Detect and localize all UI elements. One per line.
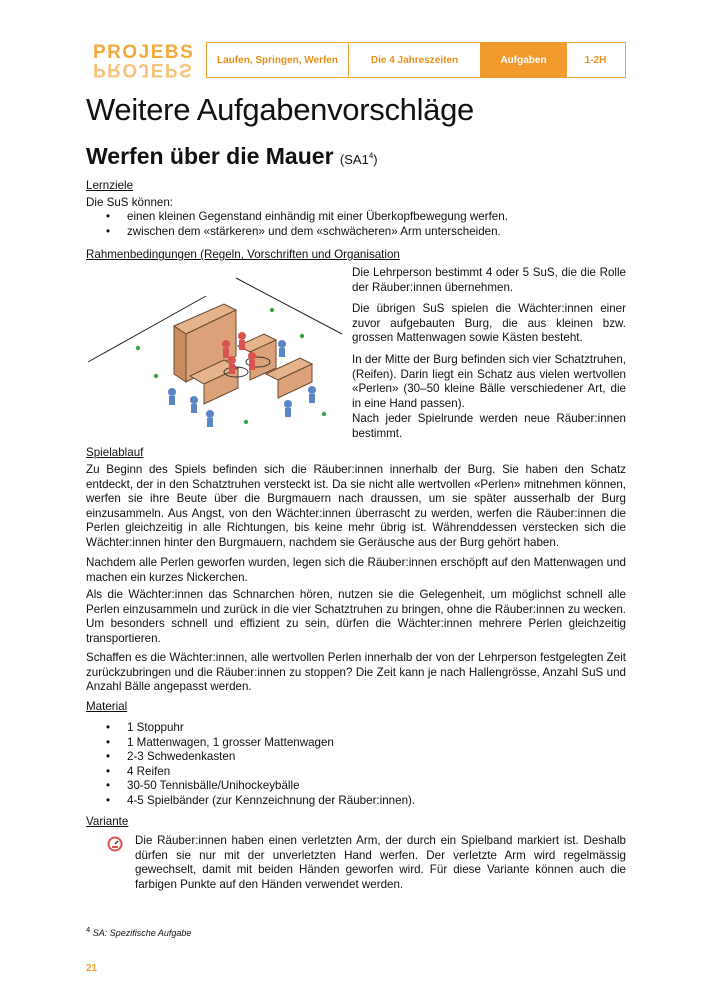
lernziele-list bbox=[86, 210, 626, 239]
variante-heading: Variante bbox=[86, 815, 129, 828]
logo-text-bottom: PROJEPS bbox=[93, 59, 194, 80]
list-item: • 4 Reifen bbox=[86, 765, 626, 780]
rahmen-heading: Rahmenbedingungen (Regeln, Vorschriften und Organisation bbox=[86, 248, 400, 261]
spielablauf-paragraph: Nachdem alle Perlen geworfen wurden, legen sich die Räuber:innen erschöpft auf den Mattenwagen und machen ein kurzes Nickerchen. bbox=[86, 556, 626, 584]
list-item: • 1 Mattenwagen, 1 grosser Mattenwagen bbox=[86, 736, 626, 751]
list-item: • 4-5 Spielbänder (zur Kennzeichnung der Räuber:innen). bbox=[86, 794, 626, 809]
variante-text: Die Räuber:innen haben einen verletzten Arm, der durch ein Spielband markiert ist. Deshalb dürfen sie nur mit der unverletzten Hand werfen. Der verletzte Arm wird regelmässig gewechselt, damit mit beiden Händen geworfen wird. Für diese Variante können auch die farbigen Punkte auf den Händen verwendet werden. bbox=[135, 834, 626, 891]
spielablauf-heading: Spielablauf bbox=[86, 446, 144, 459]
breadcrumb-nav bbox=[206, 42, 626, 78]
castle-game-illustration bbox=[86, 264, 344, 442]
spielablauf-paragraph: Als die Wächter:innen das Schnarchen hören, nutzen sie die Gelegenheit, um möglichst schnell alle Perlen einzusammeln und zurück in die vier Schatztruhen zu bringen, ohne die Räuber:innen zu wecken. Um besonders schnell und effizient zu sein, dürfen die Wächter:innen mehrere Perlen gleichzeitig transportieren. bbox=[86, 588, 626, 645]
footnote-number: 4 bbox=[86, 925, 91, 934]
rahmen-paragraph: In der Mitte der Burg befinden sich vier Schatztruhen, (Reifen). Darin liegt ein Schatz aus vielen wertvollen «Perlen» (30–50 kleine Bälle verschiedener Art, die in eine Hand passen). bbox=[352, 353, 626, 410]
tab-4-jahreszeiten[interactable]: Die 4 Jahreszeiten bbox=[349, 43, 481, 77]
list-item: • 2-3 Schwedenkasten bbox=[86, 750, 626, 765]
tab-1-2h[interactable]: 1-2H bbox=[584, 54, 607, 66]
exercise-code-prefix: (SA1 bbox=[339, 152, 369, 167]
footnote-text: SA: Spezifische Aufgabe bbox=[92, 928, 192, 938]
tab-aufgaben[interactable]: Aufgaben bbox=[481, 43, 567, 77]
tab-laufen-springen-werfen[interactable]: Laufen, Springen, Werfen bbox=[207, 43, 349, 77]
logo-text-top: PROJEBS bbox=[93, 42, 195, 63]
rahmen-paragraph: Die Lehrperson bestimmt 4 oder 5 SuS, die die Rolle der Räuber:innen übernehmen. bbox=[352, 266, 626, 294]
exercise-code-suffix: ) bbox=[373, 152, 378, 167]
rahmen-paragraph: Nach jeder Spielrunde werden neue Räuber:innen bestimmt. bbox=[352, 412, 626, 440]
footnote bbox=[86, 925, 191, 938]
exercise-title-text: Werfen über die Mauer bbox=[86, 143, 334, 169]
footnote-ref[interactable]: 4 bbox=[368, 151, 374, 161]
spielablauf-paragraph: Schaffen es die Wächter:innen, alle wertvollen Perlen innerhalb der von der Lehrperson festgelegten Zeit zurückzubringen und die Räuber:innen zu stoppen? Die Zeit kann je nach Hallengrösse, Anzahl SuS und Anzahl Bälle angepasst werden. bbox=[86, 651, 626, 694]
material-list bbox=[86, 721, 626, 809]
list-item: • 30-50 Tennisbälle/Unihockeybälle bbox=[86, 779, 626, 794]
exercise-title bbox=[86, 143, 378, 170]
page-number: 21 bbox=[86, 963, 98, 974]
spielablauf-paragraph: Zu Beginn des Spiels befinden sich die Räuber:innen innerhalb der Burg. Sie haben den Schatz entdeckt, der in den Schatztruhen versteckt ist. Da sie nicht alle wertvollen «Perlen» mitnehmen können, werfen sie ihre Beute über die Burgmauern nach draussen, um sie später ausserhalb der Burg einzusammeln. Aus Angst, von den Wächter:innen überrascht zu werden, werfen die Räuber:innen die Perlen gleichzeitig in alle Richtungen, bis keine mehr übrig ist. Währenddessen verstecken sich die Wächter:innen hinter den Burgmauern, nachdem sie Geräusche aus der Burg gehört haben. bbox=[86, 463, 626, 549]
variant-gauge-icon bbox=[107, 836, 123, 852]
page-title: Weitere Aufgabenvorschläge bbox=[86, 92, 474, 127]
lernziele-heading: Lernziele bbox=[86, 179, 134, 192]
list-item: • zwischen dem «stärkeren» und dem «schwächeren» Arm unterscheiden. bbox=[86, 225, 626, 240]
material-heading: Material bbox=[86, 700, 128, 713]
lernziele-intro: Die SuS können: bbox=[86, 196, 174, 209]
exercise-code bbox=[340, 152, 378, 167]
list-item: • einen kleinen Gegenstand einhändig mit einer Überkopfbewegung werfen. bbox=[86, 210, 626, 225]
list-item: • 1 Stoppuhr bbox=[86, 721, 626, 736]
rahmen-paragraph: Die übrigen SuS spielen die Wächter:innen einer zuvor aufgebauten Burg, die aus kleinen bzw. grossen Mattenwagen sowie Kästen besteht. bbox=[352, 302, 626, 345]
projebs-logo bbox=[93, 42, 195, 80]
